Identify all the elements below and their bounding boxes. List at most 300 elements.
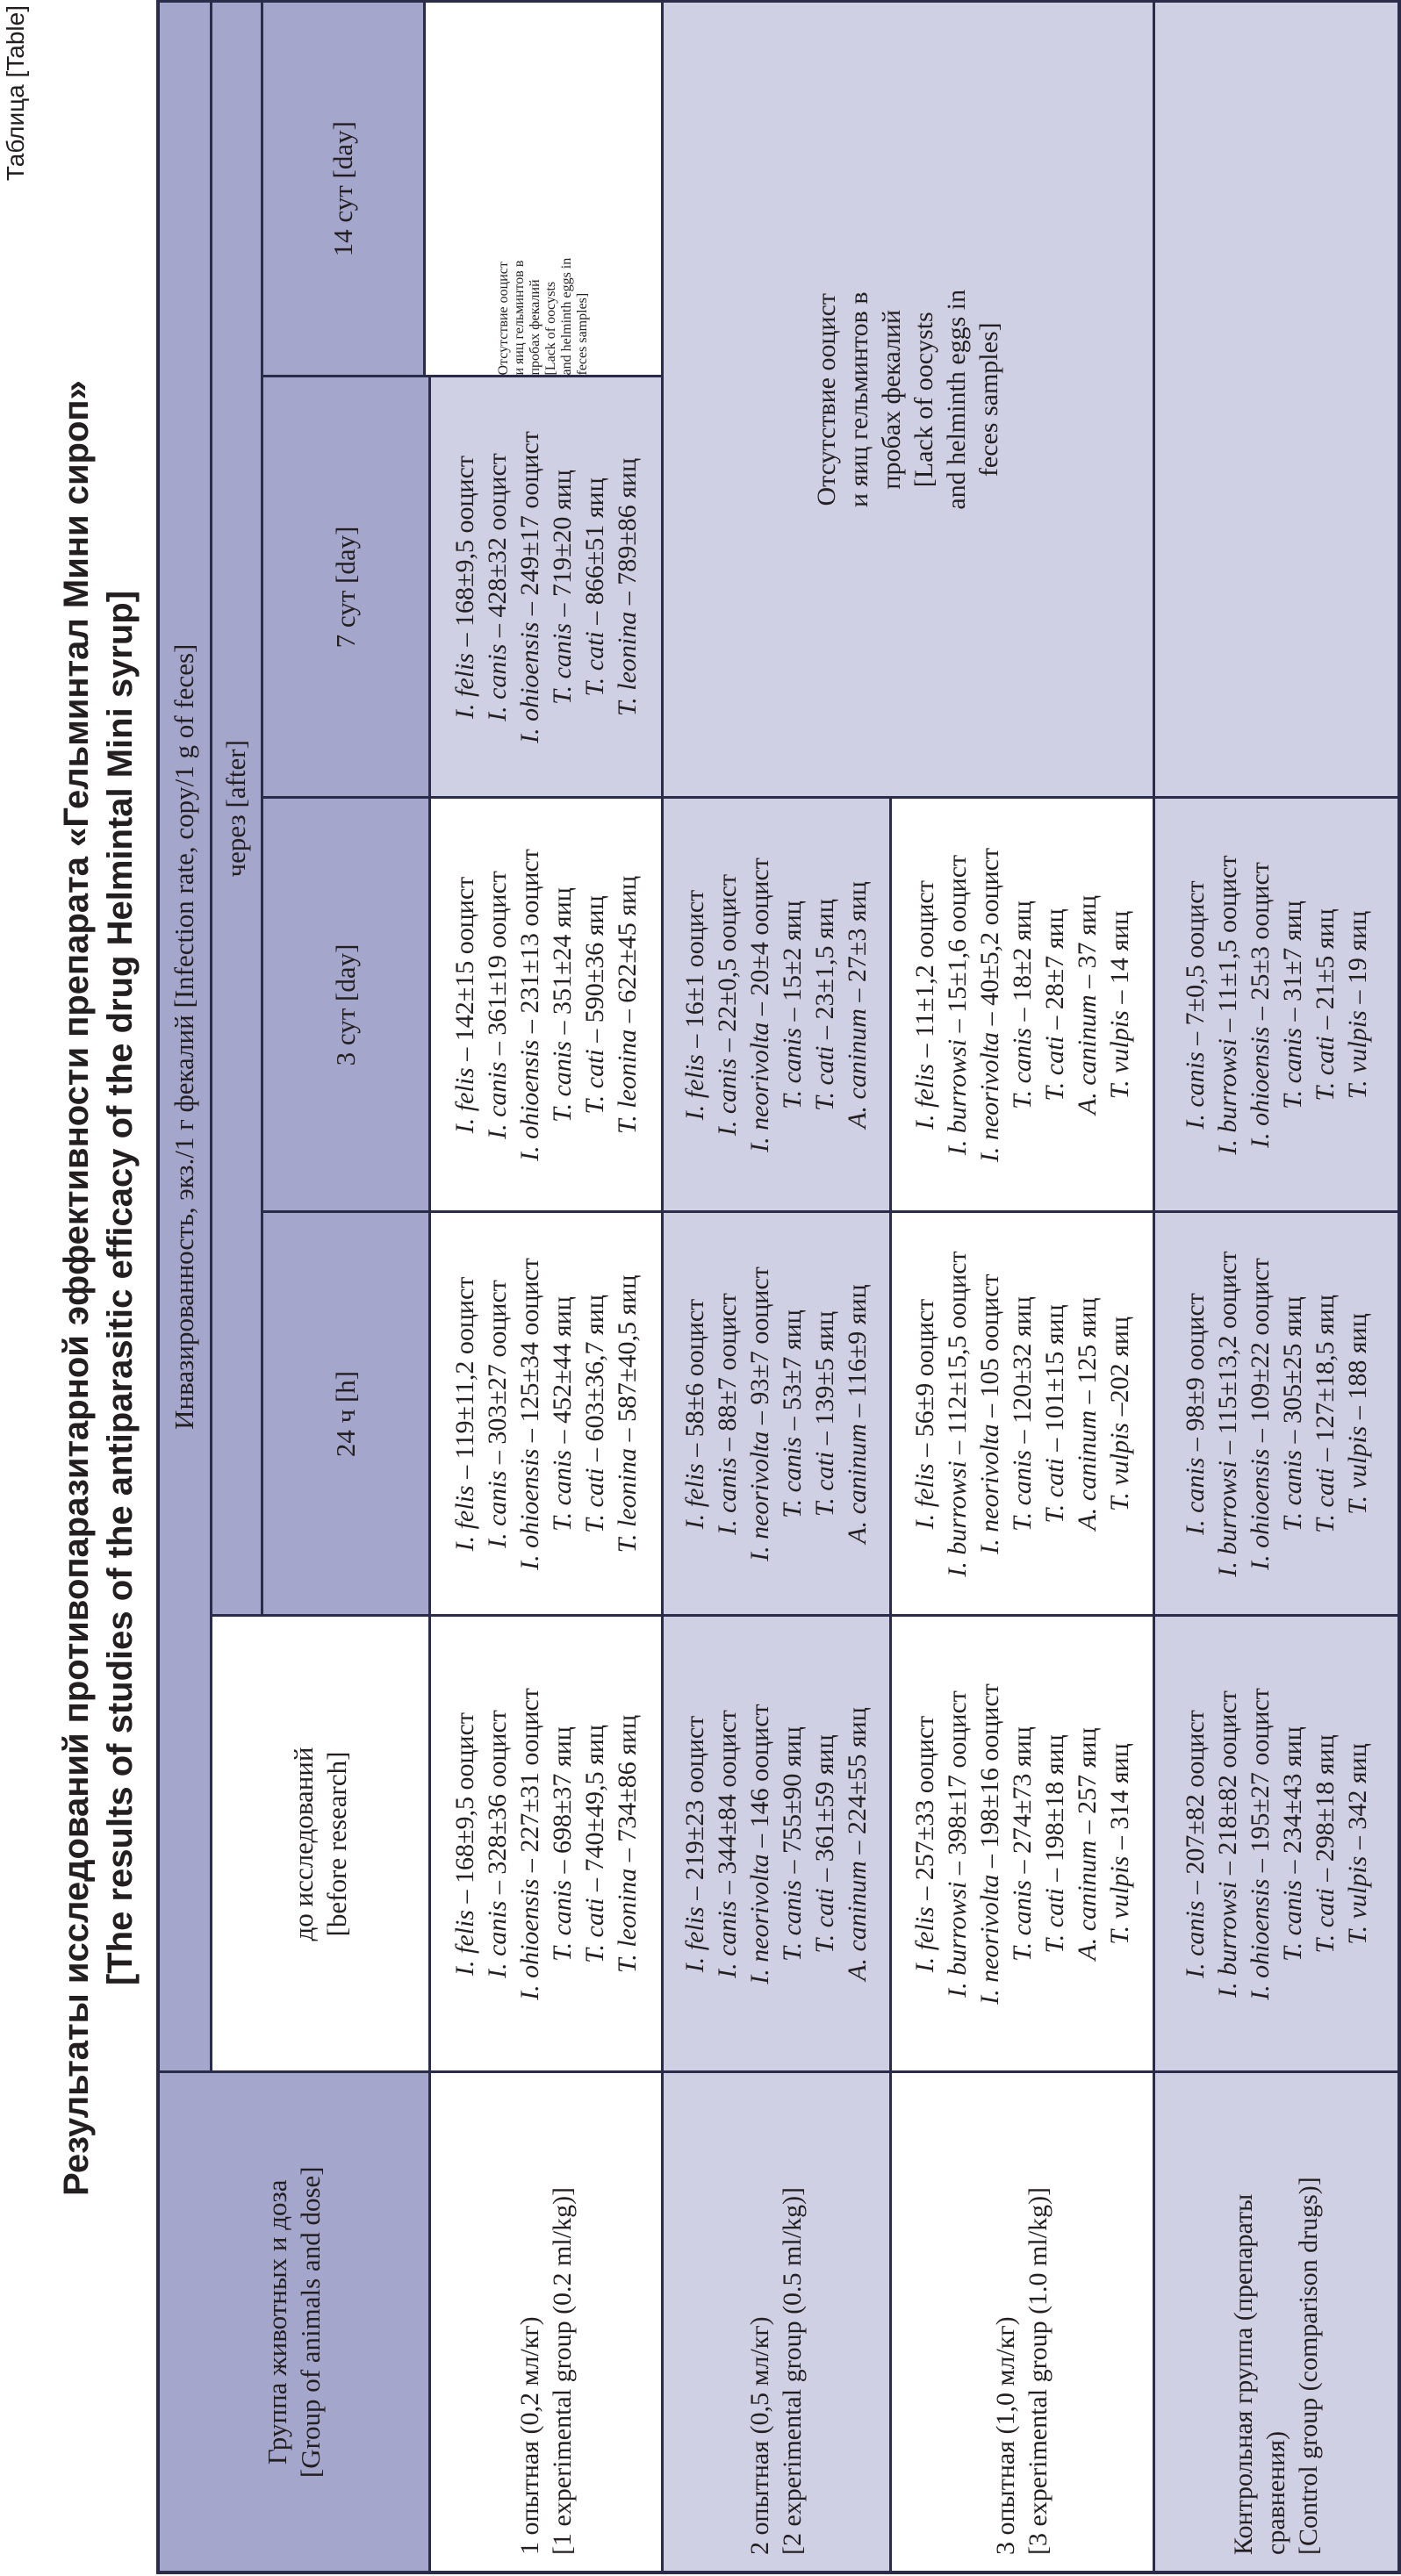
h24-cell-2	[662, 1212, 890, 1616]
species-name: T. cati	[579, 1898, 609, 1963]
species-count: – 88±7 ооцист	[713, 1293, 742, 1458]
species-count: – 207±82 ооцист	[1180, 1710, 1210, 1901]
species-count: – 698±37 яиц	[547, 1726, 577, 1881]
species-line	[449, 378, 481, 797]
species-name: T. cati	[810, 1451, 839, 1518]
group-cell-3	[890, 2072, 1153, 2572]
species-name: T. cati	[1310, 1888, 1340, 1954]
species-count: – 603±36,7 яиц	[579, 1295, 609, 1468]
species-count: – 109±22 ооцист	[1245, 1258, 1275, 1449]
h24-cell-3	[890, 1212, 1153, 1616]
species-line	[941, 1214, 974, 1615]
species-count: – 328±36 ооцист	[482, 1710, 512, 1901]
species-count: – 195±27 ооцист	[1245, 1688, 1275, 1879]
text-line: сравнения)	[1261, 2430, 1291, 2555]
species-count: – 740±49,5 яиц	[579, 1725, 609, 1898]
species-name: T. vulpis	[1342, 1855, 1372, 1945]
species-name: T. canis	[547, 1880, 577, 1962]
text-line: feces samples]	[574, 292, 590, 376]
species-name: I. ohioensis	[1245, 1448, 1275, 1570]
species-name: I. neorivolta	[974, 1424, 1004, 1554]
species-name: T. canis	[1277, 1028, 1307, 1109]
species-line	[776, 1214, 808, 1615]
species-name: I. felis	[449, 1485, 479, 1552]
species-line	[514, 1618, 546, 2071]
species-line	[1276, 1618, 1309, 2071]
species-line	[776, 1618, 808, 2071]
text-line: и яиц гельминтов в	[511, 260, 527, 376]
text-line: [before research]	[320, 1751, 352, 1937]
species-name: I. neorivolta	[974, 1031, 1004, 1163]
species-line	[744, 800, 776, 1211]
species-count: – 622±45 яиц	[612, 875, 642, 1030]
species-count: – 27±3 яиц	[843, 881, 872, 1009]
text-line: [1 experimental group (0.2 ml/kg)]	[547, 2186, 577, 2555]
species-line	[611, 378, 643, 797]
species-count: – 188 яиц	[1342, 1313, 1372, 1426]
species-name: T. leonina	[612, 1447, 642, 1553]
species-line	[1211, 800, 1244, 1211]
species-line	[1276, 800, 1309, 1211]
species-name: I. felis	[449, 653, 479, 719]
species-count: – 112±15,5 ооцист	[942, 1251, 972, 1461]
species-count: – 115±13,2 ооцист	[1212, 1251, 1242, 1461]
species-line	[711, 1618, 744, 2071]
species-count: – 344±84 ооцист	[713, 1710, 742, 1901]
species-name: T. leonina	[612, 1868, 642, 1974]
species-count: – 139±5 яиц	[810, 1310, 839, 1452]
species-line	[1211, 1618, 1244, 2071]
species-line	[546, 1214, 578, 1615]
cell-absence-14-day	[424, 1, 662, 377]
species-line	[1309, 1618, 1341, 2071]
species-line	[611, 1214, 643, 1615]
text-line: до исследований	[287, 1747, 319, 1941]
species-count: – 219±23 ооцист	[680, 1715, 709, 1907]
species-line	[1038, 800, 1071, 1211]
d3-cell-1	[429, 798, 662, 1212]
species-name: I. felis	[909, 1063, 939, 1130]
species-count: – 105 ооцист	[974, 1274, 1004, 1424]
species-line	[909, 800, 941, 1211]
species-name: T. cati	[579, 1049, 609, 1115]
species-line	[514, 800, 546, 1211]
before-cell-2	[662, 1616, 890, 2072]
text-line: and helminth eggs in	[942, 289, 971, 510]
species-line	[909, 1214, 941, 1615]
species-line	[1006, 800, 1038, 1211]
text-line: и яиц гельминтов в	[844, 291, 873, 507]
species-count: – 755±90 яиц	[778, 1726, 807, 1881]
text-line: 2 опытная (0,5 мл/кг)	[745, 2316, 774, 2555]
species-name: I. felis	[680, 1463, 709, 1530]
species-name: T. cati	[579, 631, 609, 697]
species-line	[1071, 1618, 1103, 2071]
species-line	[514, 1214, 546, 1615]
species-name: T. canis	[547, 1450, 577, 1532]
species-name: T. vulpis	[1104, 1855, 1134, 1945]
species-count: – 18±2 яиц	[1007, 901, 1037, 1029]
species-name: I. canis	[482, 643, 512, 721]
species-line	[974, 800, 1006, 1211]
species-count: – 224±55 яиц	[843, 1707, 872, 1862]
species-line	[974, 1214, 1006, 1615]
species-line	[1276, 1214, 1309, 1615]
species-count: – 428±32 ооцист	[482, 453, 512, 644]
species-line	[679, 800, 711, 1211]
species-name: T. vulpis	[1342, 1010, 1372, 1100]
species-count: – 21±5 яиц	[1310, 908, 1340, 1037]
species-line	[546, 378, 578, 797]
species-line	[578, 1214, 611, 1615]
species-line	[1244, 1214, 1276, 1615]
text-line: [Lack of oocysts	[909, 312, 938, 488]
species-line	[1244, 1618, 1276, 2071]
species-count: – 20±4 ооцист	[745, 857, 774, 1023]
species-count: – 40±5,2 ооцист	[974, 847, 1004, 1032]
species-line	[909, 1618, 941, 2071]
text-line: 1 опытная (0,2 мл/кг)	[514, 2316, 544, 2555]
species-name: T. canis	[778, 1880, 807, 1962]
species-line	[1103, 1214, 1136, 1615]
species-name: T. canis	[1007, 1450, 1037, 1532]
species-name: T. vulpis	[1104, 1422, 1134, 1512]
species-name: T. canis	[1007, 1028, 1037, 1109]
text-line: [2 experimental group (0.5 ml/kg)]	[778, 2186, 807, 2555]
species-line	[1006, 1618, 1038, 2071]
table-title	[54, 0, 142, 2576]
species-count: – 719±20 яиц	[547, 470, 577, 624]
species-name: I. neorivolta	[745, 1854, 774, 1984]
species-count: – 142±15 ооцист	[449, 876, 479, 1068]
species-count: – 11±1,2 ооцист	[909, 880, 939, 1064]
text-line: [Lack of oocysts	[542, 281, 558, 376]
species-count: – 361±19 ооцист	[482, 871, 512, 1062]
species-name: T. vulpis	[1104, 1010, 1134, 1100]
species-count: – 125 яиц	[1072, 1297, 1102, 1410]
species-count: – 23±1,5 яиц	[810, 899, 839, 1046]
species-name: I. burrowsi	[1212, 1460, 1242, 1577]
species-name: T. canis	[778, 1028, 807, 1109]
h24-cell-1	[429, 1212, 662, 1616]
species-count: – 227±31 ооцист	[514, 1688, 544, 1879]
species-line	[1309, 1214, 1341, 1615]
species-name: T. cati	[1039, 1458, 1069, 1524]
d3-cell-3	[890, 798, 1153, 1212]
species-count: – 116±9 яиц	[843, 1284, 872, 1424]
species-line	[546, 1618, 578, 2071]
species-line	[578, 800, 611, 1211]
species-line	[1179, 1214, 1211, 1615]
species-name: I. felis	[449, 1910, 479, 1976]
species-line	[546, 800, 578, 1211]
species-name: T. leonina	[612, 1029, 642, 1135]
species-count: – 198±18 яиц	[1039, 1734, 1069, 1889]
species-count: – 119±11,2 ооцист	[449, 1276, 479, 1486]
species-count: – 15±2 яиц	[778, 901, 807, 1029]
species-name: I. canis	[713, 1457, 742, 1535]
species-count: – 22±0,5 ооцист	[713, 873, 742, 1058]
text-line: [Control group (comparison drugs)]	[1294, 2177, 1324, 2555]
species-line	[449, 1618, 481, 2071]
species-line	[1071, 1214, 1103, 1615]
species-line	[481, 1618, 514, 2071]
species-count: – 198±16 ооцист	[974, 1683, 1004, 1875]
species-line	[941, 800, 974, 1211]
species-line	[841, 1618, 873, 2071]
species-count: – 257±33 ооцист	[909, 1715, 939, 1907]
text-line: Отсутствие ооцист	[495, 262, 511, 376]
before-cell-1	[429, 1616, 662, 2072]
species-name: I. canis	[1180, 1457, 1210, 1535]
species-name: I. canis	[1180, 1900, 1210, 1978]
species-line	[776, 800, 808, 1211]
species-name: I. canis	[482, 1061, 512, 1139]
species-line	[611, 800, 643, 1211]
header-before-research	[211, 1616, 429, 2072]
header-7-day: 7 сут [day]	[262, 377, 429, 798]
species-name: T. leonina	[612, 611, 642, 717]
species-count: – 101±15 яиц	[1039, 1304, 1069, 1459]
species-name: I. felis	[680, 1054, 709, 1121]
species-line	[1103, 1618, 1136, 2071]
species-name: T. cati	[810, 1888, 839, 1954]
species-line	[449, 1214, 481, 1615]
header-group-col	[158, 2072, 429, 2572]
species-line	[679, 1618, 711, 2071]
d7-cell-1	[429, 377, 662, 798]
species-name: I. neorivolta	[745, 1431, 774, 1561]
species-count: – 866±51 яиц	[579, 477, 609, 632]
species-count: – 15±1,6 ооцист	[942, 854, 972, 1039]
species-count: – 218±82 ооцист	[1212, 1690, 1242, 1882]
species-count: – 19 яиц	[1342, 910, 1372, 1011]
species-line	[711, 800, 744, 1211]
species-name: I. ohioensis	[514, 621, 544, 743]
before-cell-3	[890, 1616, 1153, 2072]
species-count: – 274±73 яиц	[1007, 1726, 1037, 1881]
species-count: – 298±18 яиц	[1310, 1734, 1340, 1889]
species-count: – 31±7 яиц	[1277, 901, 1307, 1029]
species-name: T. vulpis	[1342, 1425, 1372, 1515]
species-name: A. caninum	[843, 1424, 872, 1544]
species-line	[744, 1618, 776, 2071]
species-name: I. burrowsi	[1212, 1038, 1242, 1155]
species-line	[611, 1618, 643, 2071]
species-name: T. canis	[547, 623, 577, 705]
species-name: T. cati	[579, 1467, 609, 1533]
species-name: I. canis	[482, 1900, 512, 1978]
text-line: Группа животных и доза	[261, 2179, 292, 2465]
species-count: – 587±40,5 яиц	[612, 1274, 642, 1448]
text-line: Контрольная группа (препараты	[1229, 2193, 1259, 2555]
species-count: – 361±59 яиц	[810, 1734, 839, 1889]
species-count: – 398±17 ооцист	[942, 1690, 972, 1882]
d3-cell-2	[662, 798, 890, 1212]
species-line	[744, 1214, 776, 1615]
header-infection-rate: Инвазированность, экз./1 г фекалий [Infection rate, copy/1 g of feces]	[158, 1, 211, 2072]
species-count: – 734±86 яиц	[612, 1714, 642, 1869]
species-name: I. felis	[449, 1067, 479, 1134]
text-line: 3 опытная (1,0 мл/кг)	[991, 2316, 1020, 2555]
species-name: I. burrowsi	[942, 1460, 972, 1577]
species-line	[1179, 800, 1211, 1211]
species-name: I. felis	[680, 1906, 709, 1973]
text-line: [Group of animals and dose]	[294, 2166, 326, 2479]
species-count: – 257 яиц	[1072, 1727, 1102, 1841]
species-name: T. canis	[1277, 1880, 1307, 1962]
species-name: T. canis	[1007, 1880, 1037, 1962]
species-line	[808, 800, 841, 1211]
species-line	[481, 800, 514, 1211]
species-count: – 93±7 ооцист	[745, 1266, 774, 1432]
before-cell-4	[1153, 1616, 1399, 2072]
species-name: I. canis	[713, 1900, 742, 1978]
species-count: – 120±32 яиц	[1007, 1296, 1037, 1451]
species-count: – 305±25 яиц	[1277, 1296, 1307, 1451]
species-line	[481, 1214, 514, 1615]
species-name: A. caninum	[1072, 994, 1102, 1116]
species-line	[1341, 1214, 1374, 1615]
species-count: – 314 яиц	[1104, 1743, 1134, 1856]
species-line	[841, 800, 873, 1211]
text-line: [3 experimental group (1.0 ml/kg)]	[1024, 2186, 1053, 2555]
table-tag: Таблица [Table]	[2, 5, 29, 182]
species-line	[1341, 1618, 1374, 2071]
species-count: – 249±17 ооцист	[514, 431, 544, 622]
species-name: T. cati	[1310, 1036, 1340, 1101]
species-name: T. canis	[547, 1041, 577, 1123]
group-cell-2	[662, 2072, 890, 2572]
species-count: – 16±1 ооцист	[680, 889, 709, 1055]
species-count: – 125±34 ооцист	[514, 1258, 544, 1449]
species-name: I. felis	[909, 1906, 939, 1973]
species-count: – 28±7 яиц	[1039, 908, 1069, 1037]
species-count: – 127±18,5 яиц	[1310, 1295, 1340, 1468]
species-line	[1038, 1214, 1071, 1615]
species-count: –202 яиц	[1104, 1316, 1134, 1423]
species-line	[481, 378, 514, 797]
species-name: T. cati	[1039, 1888, 1069, 1954]
species-name: T. cati	[1310, 1467, 1340, 1533]
text-line: and helminth eggs in	[558, 257, 574, 376]
species-count: – 56±9 ооцист	[909, 1298, 939, 1464]
species-name: I. ohioensis	[1245, 1026, 1275, 1148]
results-table	[156, 0, 1401, 2574]
species-line	[1006, 1214, 1038, 1615]
species-line	[1309, 800, 1341, 1211]
header-24h: 24 ч [h]	[262, 1212, 429, 1616]
species-name: T. cati	[810, 1045, 839, 1111]
species-count: – 342 яиц	[1342, 1743, 1372, 1856]
species-line	[808, 1214, 841, 1615]
species-name: I. burrowsi	[942, 1038, 972, 1156]
title-en: [The results of studies of the antiparasitic efficacy of the drug Helmintal Mini syrup]	[101, 590, 140, 1986]
species-count: – 7±0,5 ооцист	[1180, 880, 1210, 1052]
species-line	[449, 800, 481, 1211]
species-name: I. ohioensis	[514, 1878, 544, 2000]
species-name: I. canis	[713, 1058, 742, 1137]
species-name: I. burrowsi	[942, 1881, 972, 1998]
species-count: – 146 ооцист	[745, 1704, 774, 1855]
header-after: через [after]	[211, 1, 262, 1616]
species-count: – 58±6 ооцист	[680, 1298, 709, 1464]
species-line	[1071, 800, 1103, 1211]
text-line: пробах фекалий	[877, 309, 906, 490]
group-cell-1	[429, 2072, 662, 2572]
species-count: – 590±36 яиц	[579, 895, 609, 1050]
species-name: A. caninum	[843, 1861, 872, 1981]
species-count: – 53±7 яиц	[778, 1310, 807, 1438]
species-count: – 789±86 яиц	[612, 457, 642, 612]
species-name: I. neorivolta	[974, 1874, 1004, 2005]
species-name: I. felis	[909, 1463, 939, 1530]
header-14-day: 14 сут [day]	[262, 1, 424, 377]
species-line	[1211, 1214, 1244, 1615]
species-count: – 168±9,5 ооцист	[449, 456, 479, 653]
species-name: I. ohioensis	[1245, 1878, 1275, 2000]
species-name: T. canis	[1277, 1450, 1307, 1532]
species-name: A. caninum	[1072, 1840, 1102, 1961]
species-name: T. canis	[778, 1437, 807, 1518]
cell-absence-7-day	[662, 1, 1153, 798]
species-line	[1103, 800, 1136, 1211]
header-3-day: 3 сут [day]	[262, 798, 429, 1212]
species-line	[578, 378, 611, 797]
species-name: I. canis	[1180, 1051, 1210, 1130]
h24-cell-4	[1153, 1212, 1399, 1616]
species-name: T. cati	[1039, 1036, 1069, 1101]
species-name: I. ohioensis	[514, 1448, 544, 1570]
species-count: – 11±1,5 ооцист	[1212, 855, 1242, 1039]
species-line	[578, 1618, 611, 2071]
species-count: – 351±24 яиц	[547, 887, 577, 1042]
text-line: feces samples]	[974, 322, 1003, 477]
species-name: I. burrowsi	[1212, 1881, 1242, 1998]
species-name: A. caninum	[843, 1008, 872, 1129]
text-line: пробах фекалий	[527, 279, 542, 376]
species-count: – 98±9 ооцист	[1180, 1293, 1210, 1458]
species-line	[679, 1214, 711, 1615]
species-line	[514, 378, 546, 797]
species-count: – 25±3 ооцист	[1245, 862, 1275, 1027]
species-count: – 303±27 ооцист	[482, 1280, 512, 1471]
species-name: A. caninum	[1072, 1410, 1102, 1531]
species-count: – 231±13 ооцист	[514, 849, 544, 1040]
species-count: – 14 яиц	[1104, 910, 1134, 1011]
species-name: I. ohioensis	[514, 1039, 544, 1161]
cell-absence-control	[1153, 1, 1399, 798]
species-count: – 452±44 яиц	[547, 1296, 577, 1451]
species-line	[1179, 1618, 1211, 2071]
text-line: Отсутствие ооцист	[812, 292, 841, 506]
species-line	[974, 1618, 1006, 2071]
species-line	[1244, 800, 1276, 1211]
species-line	[1341, 800, 1374, 1211]
species-count: – 234±43 яиц	[1277, 1726, 1307, 1881]
species-count: – 37 яиц	[1072, 894, 1102, 995]
species-line	[808, 1618, 841, 2071]
species-line	[1038, 1618, 1071, 2071]
species-line	[711, 1214, 744, 1615]
species-line	[841, 1214, 873, 1615]
species-name: I. canis	[482, 1470, 512, 1548]
species-line	[941, 1618, 974, 2071]
species-name: I. neorivolta	[745, 1022, 774, 1152]
d3-cell-4	[1153, 798, 1399, 1212]
species-count: – 168±9,5 ооцист	[449, 1712, 479, 1910]
group-cell-4	[1153, 2072, 1399, 2572]
